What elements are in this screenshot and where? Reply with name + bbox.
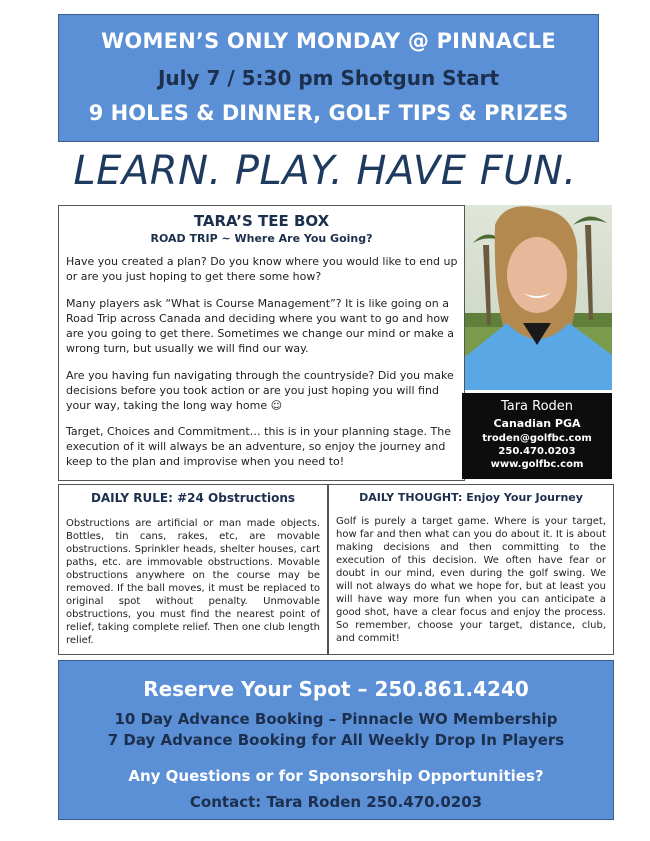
instructor-phone: 250.470.0203 — [498, 446, 576, 457]
booking-line-drop-in: 7 Day Advance Booking for All Weekly Drop In Players — [107, 731, 565, 749]
top-banner — [58, 14, 599, 142]
reserve-heading: Reserve Your Spot – 250.861.4240 — [143, 677, 529, 701]
article-subtitle: ROAD TRIP ~ Where Are You Going? — [150, 232, 373, 245]
article-paragraph: Have you created a plan? Do you know where you would like to end up or are you just hoping to get there some how? — [66, 255, 458, 283]
instructor-website: www.golfbc.com — [490, 459, 584, 470]
article-paragraph: Are you having fun navigating through the countryside? Did you make decisions before you took action or are you just hoping you will find your way, taking the long way home ☺ — [66, 369, 454, 412]
event-title: WOMEN’S ONLY MONDAY @ PINNACLE — [101, 29, 556, 53]
daily-thought-body: Golf is purely a target game. Where is your target, how far and then what can you do about it. It is about making decisions and then committing to the execution of this decision. We often have fear or doubt in our mind, even during the golf swing. We will not always do what we hope for, but at least you will have way more fun when you can anticipate a good shot, have a clear focus and enjoy the process. So remember, choose your target, distance, club, and commit! — [336, 516, 606, 644]
article-title: TARA’S TEE BOX — [193, 212, 330, 230]
instructor-credentials: Canadian PGA — [493, 417, 581, 430]
sponsorship-question: Any Questions or for Sponsorship Opportunities? — [128, 767, 544, 785]
daily-rule-box — [58, 484, 328, 655]
instructor-photo — [465, 205, 612, 390]
instructor-photo-image — [465, 205, 612, 390]
instructor-email: troden@golfbc.com — [482, 433, 592, 444]
event-date-time: July 7 / 5:30 pm Shotgun Start — [157, 66, 500, 90]
tees-box-article — [58, 205, 465, 481]
booking-line-members: 10 Day Advance Booking – Pinnacle WO Membership — [114, 710, 558, 728]
daily-rule-body: Obstructions are artificial or man made objects. Bottles, tin cans, rakes, etc, are movable obstructions. Sprinkler heads, shelter houses, cart paths, etc. are immovable obstructions. Movable obstructions anywhere on the course may be removed. If the ball moves, it must be replaced to original spot without penalty. Unmovable obstructions, you must find the nearest point of relief, taking complete relief. Then one club length relief. — [66, 518, 320, 646]
instructor-bio-card — [462, 393, 612, 479]
slogan-heading: LEARN. PLAY. HAVE FUN. — [73, 148, 577, 194]
article-paragraph: Target, Choices and Commitment… this is in your planning stage. The execution of it will always be an adventure, so enjoy the journey and keep to the plan and improvise when you need to! — [66, 425, 451, 468]
contact-line: Contact: Tara Roden 250.470.0203 — [189, 793, 483, 811]
daily-rule-title: DAILY RULE: #24 Obstructions — [90, 491, 296, 505]
daily-thought-title: DAILY THOUGHT: Enjoy Your Journey — [359, 491, 583, 504]
booking-banner — [58, 660, 614, 820]
event-features: 9 HOLES & DINNER, GOLF TIPS & PRIZES — [88, 101, 569, 125]
instructor-name: Tara Roden — [500, 399, 574, 414]
daily-thought-box — [328, 484, 614, 655]
article-paragraph: Many players ask “What is Course Management”? It is like going on a Road Trip across Canada and deciding where you want to go and how are you going to get there. Sometimes we change our mind or make a wrong turn, but usually we will find our way. — [66, 297, 455, 355]
